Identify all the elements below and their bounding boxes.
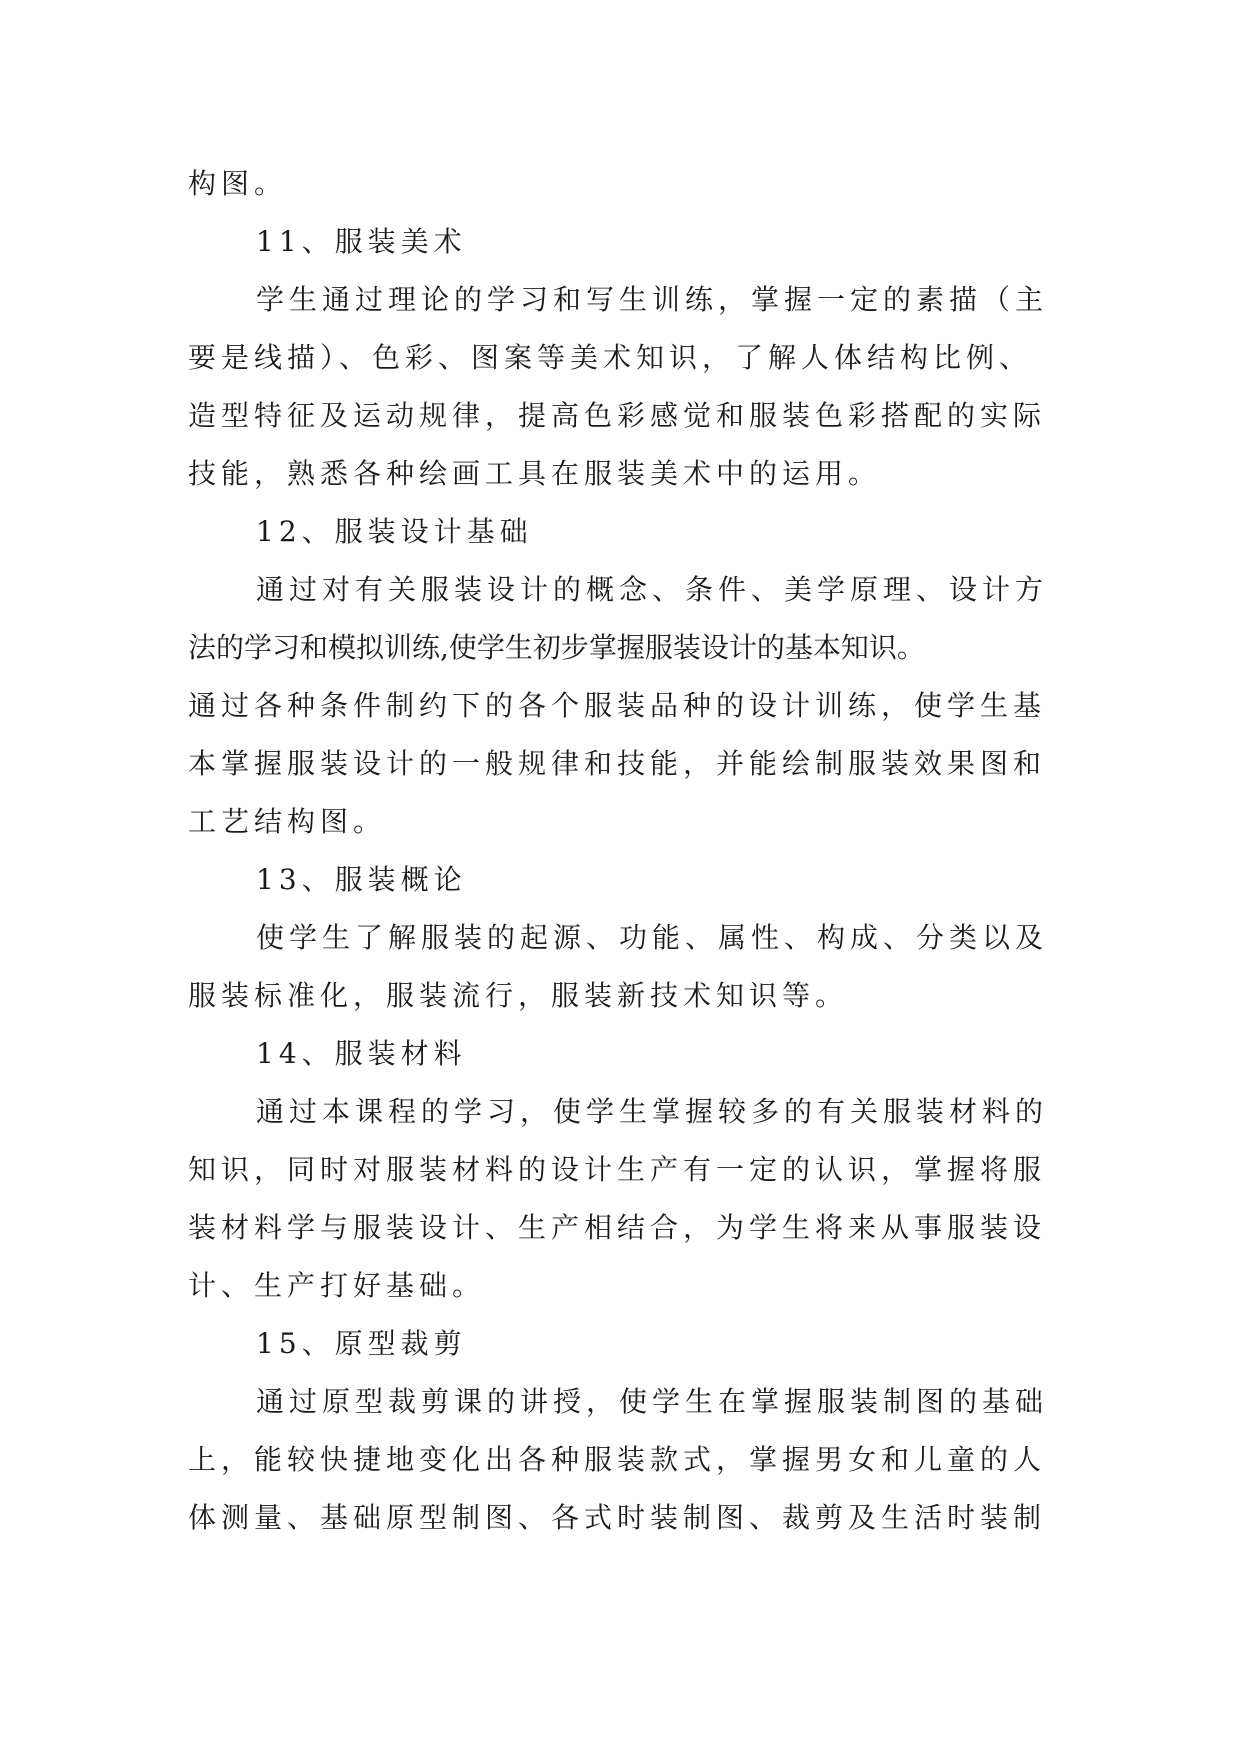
text-line: 造型特征及运动规律，提高色彩感觉和服装色彩搭配的实际 [188, 399, 1047, 432]
text-line: 构图。 [188, 167, 288, 200]
section-heading-11: 11、服装美术 [256, 225, 467, 258]
text-line: 技能，熟悉各种绘画工具在服装美术中的运用。 [188, 457, 882, 490]
text-line: 工艺结构图。 [188, 805, 387, 838]
text-line: 计、生产打好基础。 [188, 1269, 486, 1302]
section-heading-13: 13、服装概论 [256, 863, 467, 896]
text-line: 本掌握服装设计的一般规律和技能，并能绘制服装效果图和 [188, 747, 1047, 780]
text-line: 通过本课程的学习，使学生掌握较多的有关服装材料的 [256, 1095, 1049, 1128]
text-line: 要是线描）、色彩、图案等美术知识，了解人体结构比例、 [188, 341, 1033, 374]
text-line: 使学生了解服装的起源、功能、属性、构成、分类以及 [256, 921, 1049, 954]
text-line: 服装标准化，服装流行，服装新技术知识等。 [188, 979, 849, 1012]
section-heading-14: 14、服装材料 [256, 1037, 467, 1070]
text-line: 通过原型裁剪课的讲授，使学生在掌握服装制图的基础 [256, 1385, 1049, 1418]
text-line: 装材料学与服装设计、生产相结合，为学生将来从事服装设 [188, 1211, 1047, 1244]
text-line: 通过各种条件制约下的各个服装品种的设计训练，使学生基 [188, 689, 1047, 722]
text-line: 学生通过理论的学习和写生训练，掌握一定的素描（主 [256, 283, 1049, 316]
text-line: 法的学习和模拟训练,使学生初步掌握服装设计的基本知识。 [188, 631, 925, 664]
text-line: 知识，同时对服装材料的设计生产有一定的认识，掌握将服 [188, 1153, 1047, 1186]
text-line: 上，能较快捷地变化出各种服装款式，掌握男女和儿童的人 [188, 1443, 1047, 1476]
text-line: 体测量、基础原型制图、各式时装制图、裁剪及生活时装制 [188, 1501, 1047, 1534]
section-heading-15: 15、原型裁剪 [256, 1327, 467, 1360]
section-heading-12: 12、服装设计基础 [256, 515, 533, 548]
document-body [188, 155, 1058, 1547]
text-line: 通过对有关服装设计的概念、条件、美学原理、设计方 [256, 573, 1049, 606]
